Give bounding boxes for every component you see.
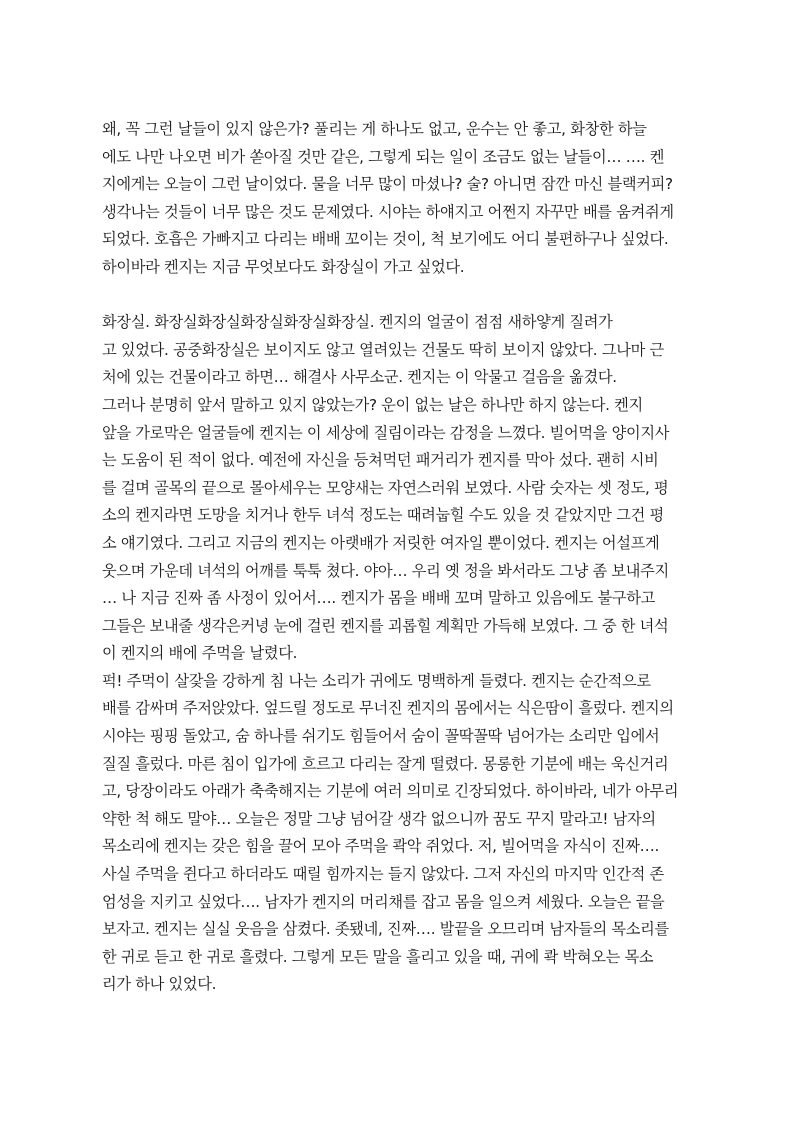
text-line: 하이바라 켄지는 지금 무엇보다도 화장실이 가고 싶었다.: [102, 257, 465, 276]
text-line: 보자고. 켄지는 실실 웃음을 삼켰다. 좃됐네, 진짜…. 발끝을 오므리며 남자들의 목소리를: [102, 920, 669, 939]
text-line: 리가 하나 있었다.: [102, 975, 217, 994]
text-line: 질질 흘렀다. 마른 침이 입가에 흐르고 다리는 잘게 떨렸다. 몽롱한 기분에 배는 욱신거리: [102, 754, 669, 773]
text-line: 소 얘기였다. 그리고 지금의 켄지는 아랫배가 저릿한 여자일 뿐이었다. 켄지는 어설프게: [102, 533, 660, 552]
text-line: 처에 있는 건물이라고 하면… 해결사 사무소군. 켄지는 이 악물고 걸음을 옮겼다.: [102, 368, 617, 387]
text-line: 퍽! 주먹이 살갗을 강하게 침 나는 소리가 귀에도 명백하게 들렸다. 켄지는 순간적으로: [102, 671, 651, 690]
text-line: 는 도움이 된 적이 없다. 예전에 자신을 등쳐먹던 패거리가 켄지를 막아 섰다. 괜히 시비: [102, 451, 659, 470]
text-line: 한 귀로 듣고 한 귀로 흘렸다. 그렇게 모든 말을 흘리고 있을 때, 귀에 콱 박혀오는 목소: [102, 947, 654, 966]
text-line: 화장실. 화장실화장실화장실화장실화장실. 켄지의 얼굴이 점점 새하얗게 질려가: [102, 313, 613, 332]
text-line: 고 있었다. 공중화장실은 보이지도 않고 열려있는 건물도 딱히 보이지 않았다. 그나마 근: [102, 340, 664, 359]
text-line: 그들은 보내줄 생각은커녕 눈에 걸린 켄지를 괴롭힐 계획만 가득해 보였다. 그 중 한 녀석: [102, 616, 669, 635]
text-line: 그러나 분명히 앞서 말하고 있지 않았는가? 운이 없는 날은 하나만 하지 않는다. 켄지: [102, 395, 643, 414]
text-line: 배를 감싸며 주저앉았다. 엎드릴 정도로 무너진 켄지의 몸에서는 식은땀이 흘렀다. 켄지의: [102, 699, 674, 718]
text-line: 엄성을 지키고 싶었다…. 남자가 켄지의 머리채를 잡고 몸을 일으켜 세웠다. 오늘은 끝을: [102, 892, 665, 911]
text-line: 앞을 가로막은 얼굴들에 켄지는 이 세상에 질림이라는 감정을 느꼈다. 빌어먹을 양이지사: [102, 423, 670, 442]
text-line: 를 걸며 골목의 끝으로 몰아세우는 모양새는 자연스러워 보였다. 사람 숫자는 셋 정도, 평: [102, 478, 669, 497]
text-line: 이 켄지의 배에 주먹을 날렸다.: [102, 644, 298, 663]
text-line: 생각나는 것들이 너무 많은 것도 문제였다. 시야는 하얘지고 어쩐지 자꾸만 배를 움켜쥐게: [102, 202, 674, 221]
text-line: 소의 켄지라면 도망을 치거나 한두 녀석 정도는 때려눕힐 수도 있을 것 같았지만 그건 평: [102, 506, 664, 525]
paragraph-spacer: [102, 282, 702, 310]
text-line: 왜, 꼭 그런 날들이 있지 않은가? 풀리는 게 하나도 없고, 운수는 안 좋고, 화창한 하늘: [102, 120, 647, 138]
text-line: 시야는 핑핑 돌았고, 숨 하나를 쉬기도 힘들어서 숨이 꼴딱꼴딱 넘어가는 소리만 입에서: [102, 727, 660, 746]
text-line: … 나 지금 진짜 좀 사정이 있어서…. 켄지가 몸을 배배 꼬며 말하고 있음에도 불구하고: [102, 589, 656, 608]
text-line: 사실 주먹을 쥔다고 하더라도 때릴 힘까지는 들지 않았다. 그저 자신의 마지막 인간적 존: [102, 865, 664, 884]
text-line: 목소리에 켄지는 갖은 힘을 끌어 모아 주먹을 콱악 쥐었다. 저, 빌어먹을 자식이 진짜….: [102, 837, 660, 856]
text-line: 웃으며 가운데 녀석의 어깨를 툭툭 쳤다. 야아… 우리 옛 정을 봐서라도 그냥 좀 보내주지: [102, 561, 669, 580]
text-line: 약한 척 해도 말야… 오늘은 정말 그냥 넘어갈 생각 없으니까 꿈도 꾸지 말라고! 남자의: [102, 809, 656, 828]
text-line: 에도 나만 나오면 비가 쏟아질 것만 같은, 그렇게 되는 일이 조금도 없는 날들이… …. 켄: [102, 147, 665, 166]
text-line: 지에게는 오늘이 그런 날이었다. 물을 너무 많이 마셨나? 술? 아니면 잠깐 마신 블랙커피?: [102, 175, 673, 194]
text-line: 되었다. 호흡은 가빠지고 다리는 배배 꼬이는 것이, 척 보기에도 어디 불편하구나 싶었다.: [102, 230, 669, 249]
paragraph-1: [102, 116, 702, 282]
text-line: 고, 당장이라도 아래가 축축해지는 기분에 여러 의미로 긴장되었다. 하이바라, 네가 아무리: [102, 782, 679, 801]
document-body: [102, 116, 702, 999]
paragraph-2: [102, 309, 702, 999]
